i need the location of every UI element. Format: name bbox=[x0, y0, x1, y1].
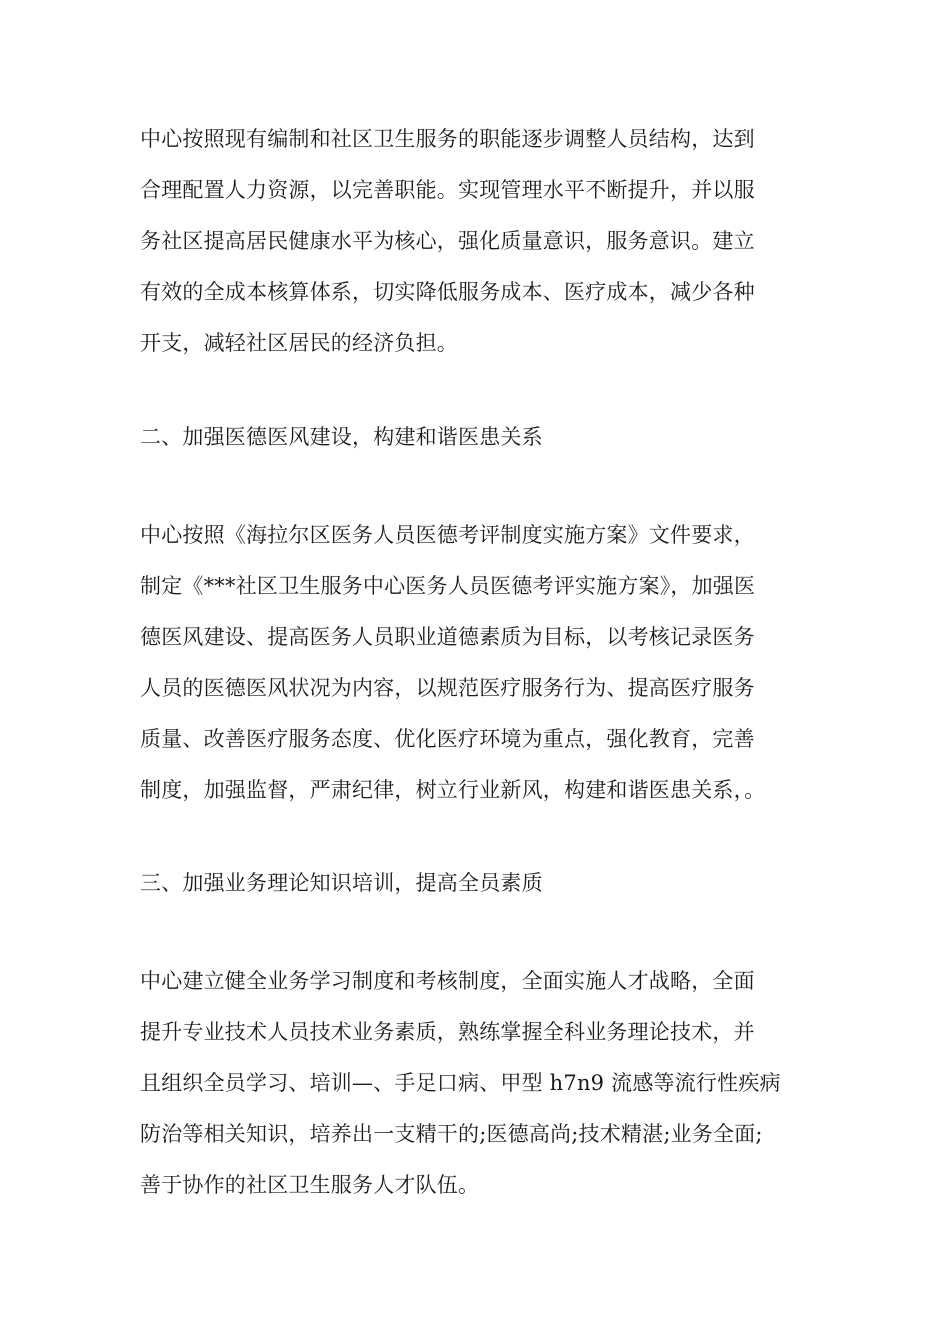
heading-text: 二、加强医德医风建设，构建和谐医患关系 bbox=[140, 425, 543, 449]
text-line: 制度，加强监督，严肃纪律，树立行业新风，构建和谐医患关系，。 bbox=[140, 778, 766, 802]
paragraph-training bbox=[140, 956, 820, 1211]
text-line: 提升专业技术人员技术业务素质，熟练掌握全科业务理论技术，并 bbox=[140, 1020, 755, 1044]
text-line: 中心按照《海拉尔区医务人员医德考评制度实施方案》文件要求， bbox=[140, 523, 755, 547]
text-line: 善于协作的社区卫生服务人才队伍。 bbox=[140, 1173, 480, 1197]
text-line: 制定《***社区卫生服务中心医务人员医德考评实施方案》，加强医 bbox=[140, 574, 756, 598]
text-line: 防治等相关知识，培养出一支精干的;医德高尚;技术精湛;业务全面; bbox=[140, 1122, 763, 1146]
section-heading-3 bbox=[140, 858, 820, 909]
text-line: 人员的医德医风状况为内容，以规范医疗服务行为、提高医疗服务 bbox=[140, 676, 755, 700]
text-line: 开支，减轻社区居民的经济负担。 bbox=[140, 331, 458, 355]
text-line: 务社区提高居民健康水平为核心，强化质量意识，服务意识。建立 bbox=[140, 229, 755, 253]
text-line: 中心建立健全业务学习制度和考核制度，全面实施人才战略，全面 bbox=[140, 969, 755, 993]
text-line: 有效的全成本核算体系，切实降低服务成本、医疗成本，减少各种 bbox=[140, 280, 755, 304]
text-line: 中心按照现有编制和社区卫生服务的职能逐步调整人员结构，达到 bbox=[140, 127, 755, 151]
text-line: 德医风建设、提高医务人员职业道德素质为目标，以考核记录医务 bbox=[140, 625, 755, 649]
heading-text: 三、加强业务理论知识培训，提高全员素质 bbox=[140, 871, 543, 895]
section-heading-2 bbox=[140, 412, 820, 463]
text-line: 质量、改善医疗服务态度、优化医疗环境为重点，强化教育，完善 bbox=[140, 727, 755, 751]
paragraph-medical-ethics bbox=[140, 510, 820, 816]
text-line: 合理配置人力资源，以完善职能。实现管理水平不断提升，并以服 bbox=[140, 178, 755, 202]
paragraph-staffing bbox=[140, 114, 820, 369]
text-line: 且组织全员学习、培训—、手足口病、甲型 h7n9 流感等流行性疾病 bbox=[140, 1071, 781, 1095]
